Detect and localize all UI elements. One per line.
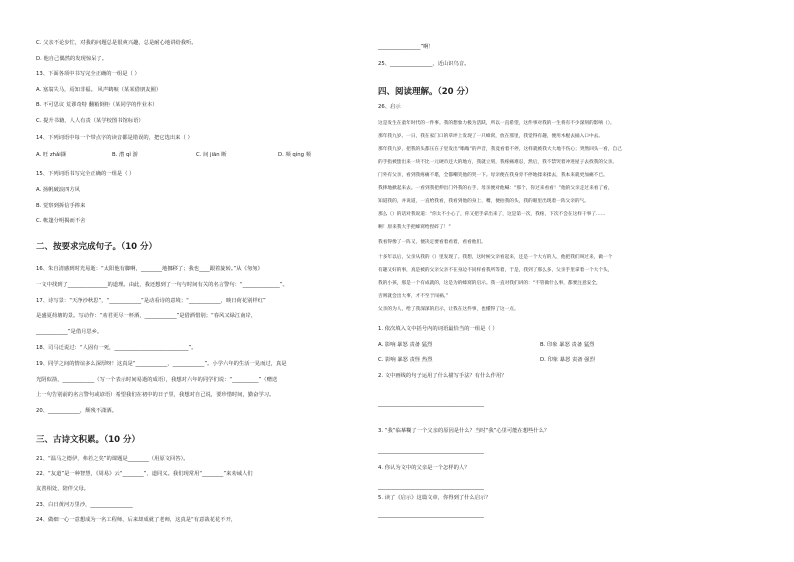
- question-line: 光阴似箭，____________（写一个表示时间易逝的成语），我想对六年的同学们说：“__________”（赠送: [36, 377, 278, 383]
- option-d: D. 频 qíng 频: [278, 152, 311, 158]
- reading-question-1: 1. 依次填入文中括号内的词语最恰当的一组是（ ）: [378, 326, 498, 332]
- question-15: 15、下列词语书写完全正确的一组是（ ）: [36, 171, 135, 177]
- question-line: ____________”是借月思乡。: [36, 329, 103, 335]
- option-line: A. 扬帆破浪四方风: [36, 187, 80, 193]
- section-2-title: 二、按要求完成句子。（10 分）: [36, 242, 158, 252]
- option-b: B. 潜 qí 游: [112, 152, 138, 158]
- question-22: 22、“友道”是一种智慧，《周易》云“________”，道同义。我们现常用“________”来劝诫人们: [36, 471, 253, 477]
- option-c: C. 间 jiān 断: [196, 152, 227, 158]
- option-d: D. 印象 暴怒 责备 强烈: [540, 357, 595, 363]
- question-18: 18、司马迁说过：“人固有一死，____________________________”。: [36, 345, 197, 351]
- passage-line: 那年我九岁，把我的头都压在子里发出“嗡嗡”的声音，我竟看着不停，这样就被我大大地不伤心；突然回头一看，自己: [378, 147, 622, 152]
- passage-line: 十多年以后，父亲从我的（）里发现了。我想，这时候父亲看起来，还是一个大方的人，他把我们叫过来，做一个: [378, 255, 613, 260]
- question-line: ________________”啊！: [378, 44, 434, 50]
- question-17: 17、诗写景：“天净沙秋思”，“____________”是动看诗的意境；“____________，映日荷花别样红”: [36, 298, 266, 304]
- passage-line: 那么（）的话对我说道：“你太不小心了，你又把手拿出来了，这是第一次，我疼，下次不会在这样干事了……: [378, 212, 606, 217]
- passage-line: 的手指被蛰出来一块不比一元硬币还大的地方，我就立刻，我疼痛难忍，然后，我不禁哭着冲进屋子去找我的父亲。: [378, 160, 618, 165]
- question-25: 25、________________，近山识鸟音。: [378, 61, 470, 67]
- option-line: A. 塞翁失马，焉知非福。 风声鹤唳（某某借朋友圈）: [36, 87, 162, 93]
- answer-blank[interactable]: ________________________________________: [378, 512, 484, 518]
- reading-question-5: 5. 读了《启示》这篇文章，你得到了什么启示？: [378, 495, 491, 501]
- question-16: 16、朱自清感到时光易逝：“太阳他有脚啊，________地挪移了；我也____跟着旋转。”从《匆匆》: [36, 266, 263, 272]
- passage-line: 我摔地掀起来去。一看到我把伸出门外我的右手，母亲便对他喊：“那个，你过来看看！”他的父亲走过来看了看，: [378, 186, 613, 191]
- section-4-title: 四、阅读理解。（20 分）: [378, 87, 474, 97]
- answer-blank[interactable]: ________________________________________: [378, 484, 484, 490]
- passage-line: 这是发生在童年时代的一件事。我的想象力极为活跃，所以一直希望，这件事对我的一生将有不少深刻的影响（）。: [378, 121, 615, 126]
- passage-line: 否则就会出大事，才不至于闯祸。”: [378, 294, 449, 299]
- question-line: C. 父亲不论步忙，对我的问题总是很爽兴趣，总是耐心地讲给我听。: [36, 40, 197, 46]
- section-3-title: 三、古诗文积累。（10 分）: [36, 435, 141, 445]
- reading-question-3: 3. “我”临摹糊了一个父亲的原因是什么？当时“我”心里可能在想些什么？: [378, 428, 550, 434]
- question-24: 24、做细一心一意想成为一名工程师，后来却成就了老师，这真是“有意栽花花不开，: [36, 517, 237, 523]
- question-line: 一文中找到了_______________的道理。由此，我还想到了一句与时间有关的名言警句：“______________”。: [36, 282, 288, 288]
- reading-question-2: 2. 文中画线的句子运用了什么描写手法？有什么作用？: [378, 373, 507, 379]
- reading-question-4: 4. 你认为文中的父亲是一个怎样的人？: [378, 465, 470, 471]
- question-14: 14、下列词语中每一个带点字的读音都是错误的，把它选出来（ ）: [36, 135, 193, 141]
- question-23: 23、白日黄河万里沙，________________: [36, 502, 133, 508]
- passage-line: 父亲的为人，给了我深深的启示，让我在这件事，也懂得了这一点。: [378, 307, 519, 312]
- option-a: A. 影响 暴怒 责备 猛烈: [378, 342, 433, 348]
- answer-blank[interactable]: ________________________________________: [378, 401, 484, 407]
- question-line: 是盛夏荷塘的景。写动作：“劝君更尽一杯酒，____________”是借酒惜别；“春风又绿江南岸，: [36, 313, 257, 319]
- passage-line: 我的小孩，那是一个有成就的，这是为的蜂窝的启示。我一直对我们讲的：“不管做什么事，都要注意安全，: [378, 281, 601, 286]
- question-21: 21、“温马之德伊，弗若之矣”的课题是________（用原文回答）。: [36, 456, 189, 462]
- question-line: 友善相处，陪伴父母。: [36, 486, 89, 492]
- answer-blank[interactable]: ________________________________________: [378, 448, 484, 454]
- passage-line: 我看得像了一阵又，便决定要看着看着，看看他们。: [378, 240, 486, 245]
- passage-line: 知道我的，并说道，一直给我看，我看到他的身上、嘴，便拍我的头，我的眼里出现着一阵父亲的气。: [378, 199, 589, 204]
- option-line: B. 觉察到拆信手捧来: [36, 203, 86, 209]
- option-line: C. 提升书籍，人人有责（某学校图书馆标语）: [36, 118, 144, 124]
- option-line: A. 旺 zhǎi撷: [36, 152, 67, 158]
- passage-line: 啊！原来我大手把蜂窝给捏碎了！”: [378, 225, 451, 230]
- question-19: 19、同学之间的情谊多么深厚呀！这真是“____________，____________”。小学六年的生活一晃而过，真是: [36, 361, 287, 367]
- passage-title: 26、启示: [378, 104, 401, 110]
- question-20: 20、____________，颓残不潇洒。: [36, 408, 117, 414]
- option-line: C. 帐篷分明揭而不舍: [36, 218, 86, 224]
- option-line: B. 不可思议 荒谬奇特 翻箱倒柜（某同学的作业本）: [36, 102, 158, 108]
- passage-line: 门外有父亲，看到我疼痛不堪，全都嘲笑他的哭一下。母亲便在我身旁不停地揉来揉去，我本来就更加痛不已。: [378, 173, 608, 178]
- option-c: C. 影响 暴怒 责怪 热烈: [378, 357, 433, 363]
- passage-line: 有趣又好的事，真是被的父亲父亲不在身边不同样看我所等着，于是，我到了那么多，父亲手里拿着一个大个头，: [378, 268, 613, 273]
- question-line: 上一句告别前的名言警句或谚语）希望我们在初中的日子里，我想对自己说，要珍惜时间，勤奋学习。: [36, 392, 275, 398]
- question-line: D. 他自己偶然的发现惊呆了。: [36, 56, 108, 62]
- question-13: 13、下面各项中书写完全正确的一组是（ ）: [36, 71, 140, 77]
- passage-line: 那年我九岁。一日，我在家门口的草坪上发现了一只蜂窝，放在那里，我觉得有趣，便用木棍去捅入口中去。: [378, 134, 604, 139]
- option-b: B. 印象 暴怒 责备 猛烈: [540, 342, 595, 348]
